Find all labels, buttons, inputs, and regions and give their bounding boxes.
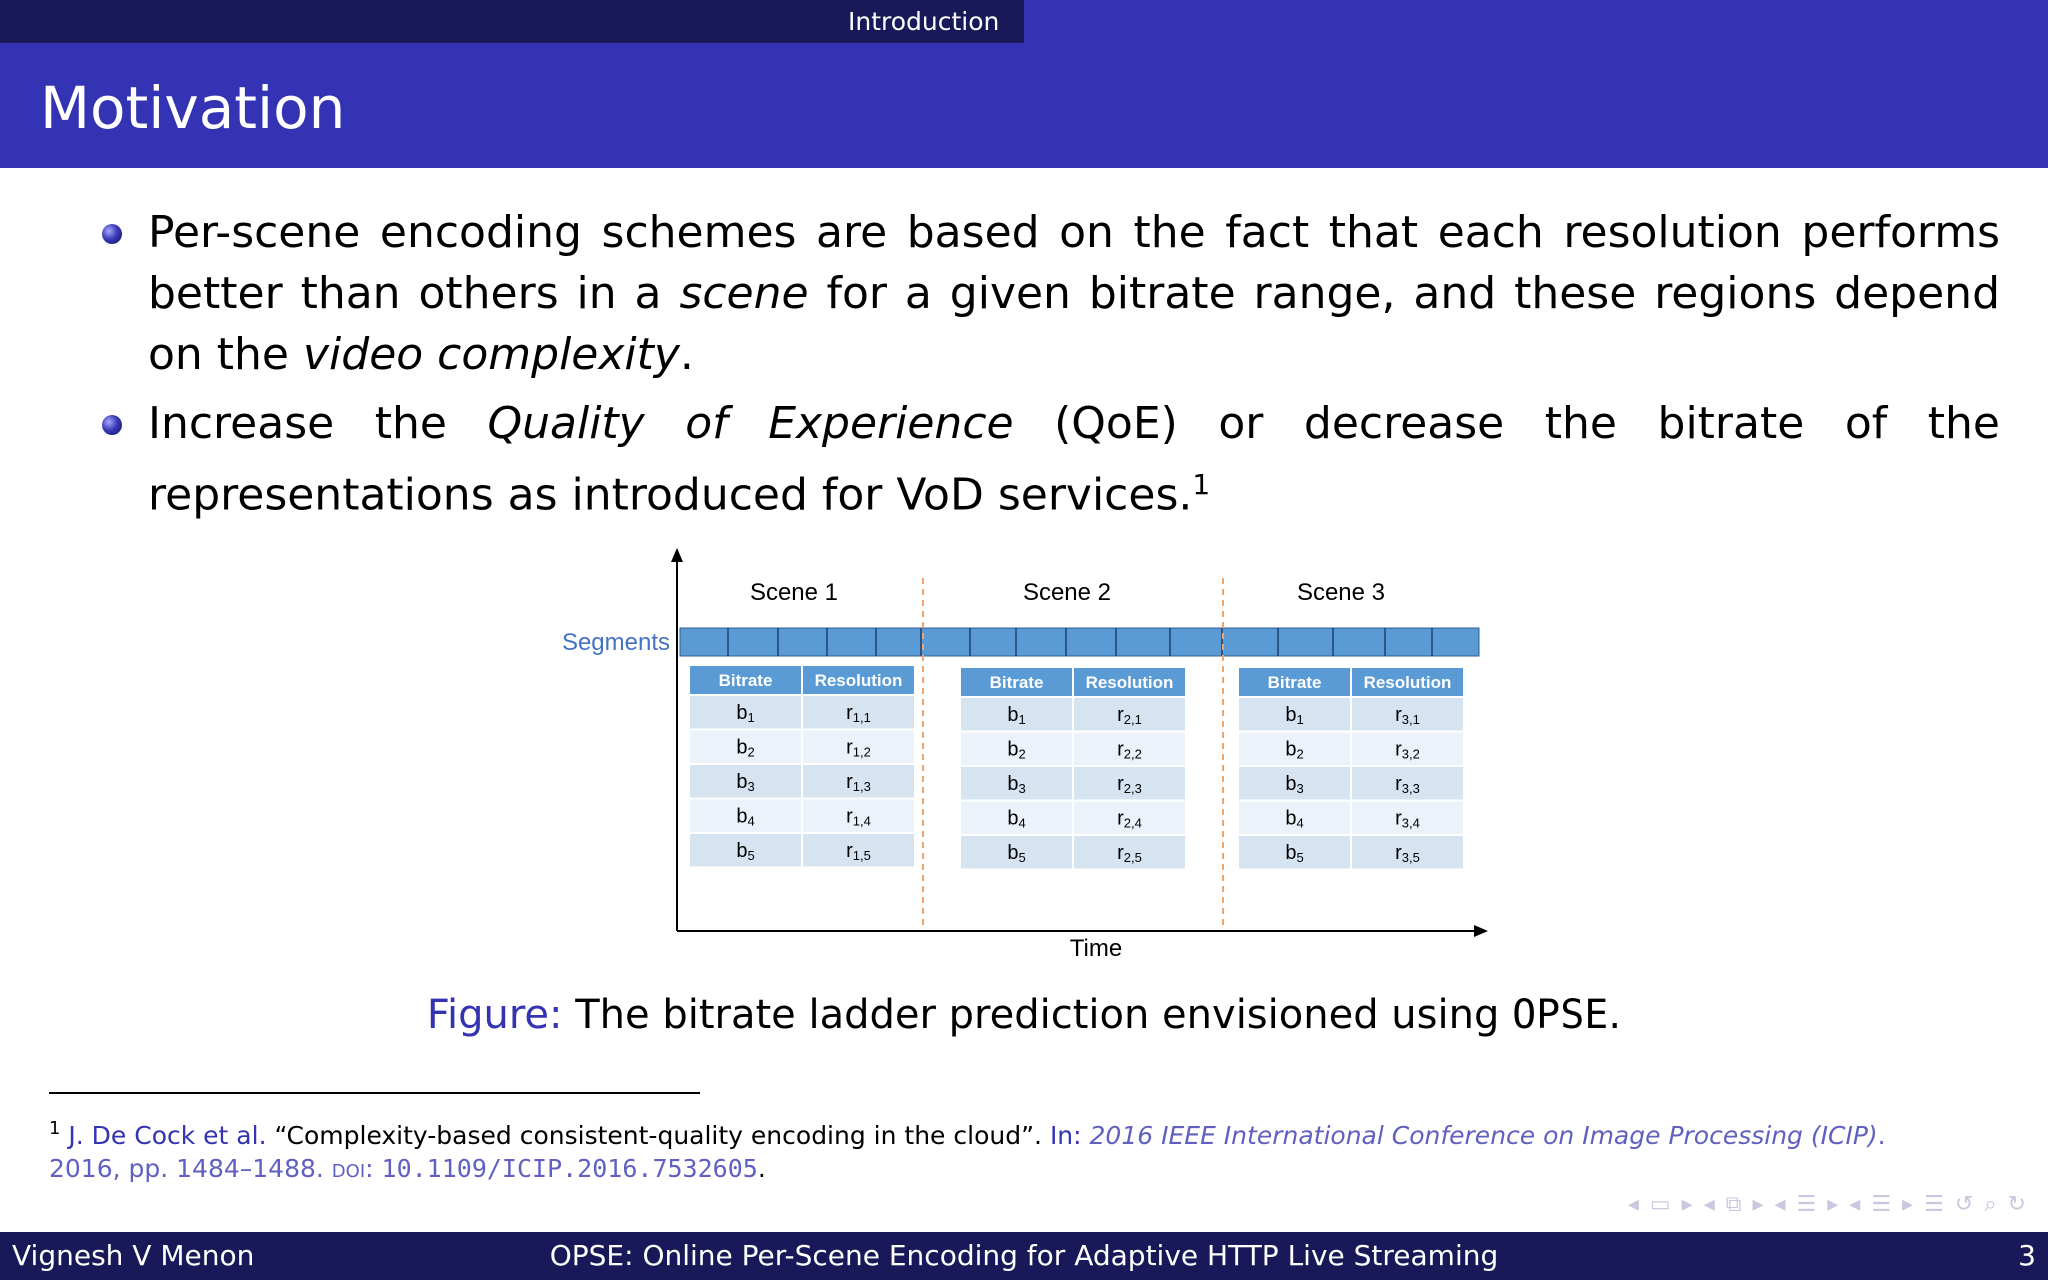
resolution-value: r3,1 (1395, 704, 1420, 727)
resolution-value: r2,5 (1117, 842, 1142, 865)
resolution-value: r1,4 (846, 805, 871, 829)
nav-first-icon[interactable]: ◂ ▭ ▸ (1627, 1192, 1695, 1217)
footer-author: Vignesh V Menon (12, 1239, 255, 1272)
bitrate-value: b2 (736, 736, 755, 760)
bullet-text-italic: video complexity (303, 329, 680, 380)
bitrate-value: b1 (1007, 704, 1026, 727)
caption-code: OPSE (1512, 992, 1609, 1038)
caption-end: . (1608, 992, 1622, 1038)
bullet-text-run: Per-scene encoding schemes are based on the fact that each resolution performs better than others in a (148, 207, 2000, 319)
bullet-text-run: . (679, 329, 694, 380)
section-title[interactable]: Introduction (848, 7, 1000, 36)
segments-bar (680, 628, 1479, 656)
footnote-end: . (757, 1154, 766, 1183)
bitrate-value: b3 (1285, 773, 1304, 796)
footnote-doi[interactable]: 10.1109/ICIP.2016.7532605 (381, 1154, 758, 1183)
slide-title: Motivation (40, 74, 346, 142)
scene-title: Scene 3 (1296, 579, 1386, 606)
footer-talk-title: OPSE: Online Per-Scene Encoding for Adaptive HTTP Live Streaming (549, 1239, 1499, 1272)
bitrate-value: b1 (1285, 704, 1304, 727)
resolution-value: r3,4 (1395, 807, 1420, 831)
scene-title: Scene 2 (1022, 579, 1112, 606)
bitrate-value: b4 (1007, 807, 1026, 831)
bullet-text-italic: Quality of Experience (487, 398, 1014, 449)
nav-frame-icon[interactable]: ◂ ⧉ ▸ (1703, 1192, 1766, 1217)
resolution-value: r3,3 (1395, 773, 1420, 796)
scene-title: Scene 1 (749, 579, 839, 606)
bullet-text-run: (QoE) or decrease the bitrate of the representations as introduced for VoD services. (148, 398, 2001, 521)
footnote-title: “Complexity-based consistent-quality encoding in the cloud”. (274, 1121, 1042, 1150)
resolution-value: r2,3 (1117, 773, 1142, 796)
resolution-value: r3,5 (1395, 842, 1420, 865)
footnote-rule (49, 1092, 700, 1094)
resolution-value: r1,2 (846, 736, 871, 760)
bitrate-value: b3 (736, 771, 755, 794)
caption-text: The bitrate ladder prediction envisioned using (575, 992, 1513, 1038)
table-header-label: Resolution (1085, 673, 1174, 692)
bullet-text-run: for a given bitrate range, and these regions depend on the (148, 268, 2000, 380)
table-header-label: Resolution (814, 671, 903, 690)
nav-align-icon[interactable]: ☰ (1924, 1192, 1946, 1217)
resolution-value: r2,2 (1117, 738, 1142, 762)
footnote-reference[interactable]: 1 (1192, 468, 1211, 501)
bullet-text-italic: scene (679, 268, 809, 319)
resolution-value: r1,5 (846, 840, 871, 863)
resolution-value: r2,4 (1117, 807, 1142, 831)
x-axis-arrow-icon (1474, 925, 1488, 937)
footer-bar (0, 1232, 2048, 1280)
footnote (49, 1112, 1959, 1185)
resolution-value: r1,3 (846, 771, 871, 794)
x-axis-label: Time (1069, 935, 1123, 962)
resolution-value: r2,1 (1117, 704, 1142, 727)
bitrate-value: b5 (736, 840, 755, 863)
footnote-year-pages: . 2016, pp. 1484–1488. (49, 1121, 1886, 1183)
footnote-mark: 1 (49, 1118, 61, 1139)
bitrate-value: b3 (1007, 773, 1026, 796)
table-header-label: Bitrate (989, 673, 1044, 692)
figure-caption (0, 990, 2048, 1040)
bullet-text-run: Increase the (148, 398, 488, 449)
bitrate-value: b2 (1007, 738, 1026, 762)
footnote-in-label: In: (1049, 1121, 1082, 1150)
nav-section-icon[interactable]: ◂ ☰ ▸ (1849, 1192, 1916, 1217)
bitrate-value: b4 (1285, 807, 1304, 831)
table-header-label: Resolution (1363, 673, 1452, 692)
resolution-value: r3,2 (1395, 738, 1420, 762)
bitrate-value: b5 (1007, 842, 1026, 865)
beamer-navigation (1628, 1192, 2028, 1217)
bitrate-value: b1 (736, 702, 755, 725)
footnote-venue: 2016 IEEE International Conference on Image Processing (ICIP) (1089, 1121, 1878, 1150)
page-number: 3 (2018, 1239, 2036, 1272)
footnote-doi-label: doi: (331, 1154, 374, 1183)
resolution-value: r1,1 (846, 702, 871, 725)
bitrate-value: b2 (1285, 738, 1304, 762)
bitrate-value: b4 (736, 805, 755, 829)
caption-label: Figure: (426, 992, 563, 1038)
footnote-authors[interactable]: J. De Cock et al. (68, 1121, 267, 1150)
nav-subsection-icon[interactable]: ◂ ☰ ▸ (1774, 1192, 1841, 1217)
table-header-label: Bitrate (718, 671, 773, 690)
nav-search-icon[interactable]: ↺ ⌕ ↻ (1954, 1192, 2028, 1217)
segments-label: Segments (561, 629, 670, 656)
bitrate-value: b5 (1285, 842, 1304, 865)
y-axis-arrow-icon (671, 548, 683, 562)
table-header-label: Bitrate (1267, 673, 1322, 692)
